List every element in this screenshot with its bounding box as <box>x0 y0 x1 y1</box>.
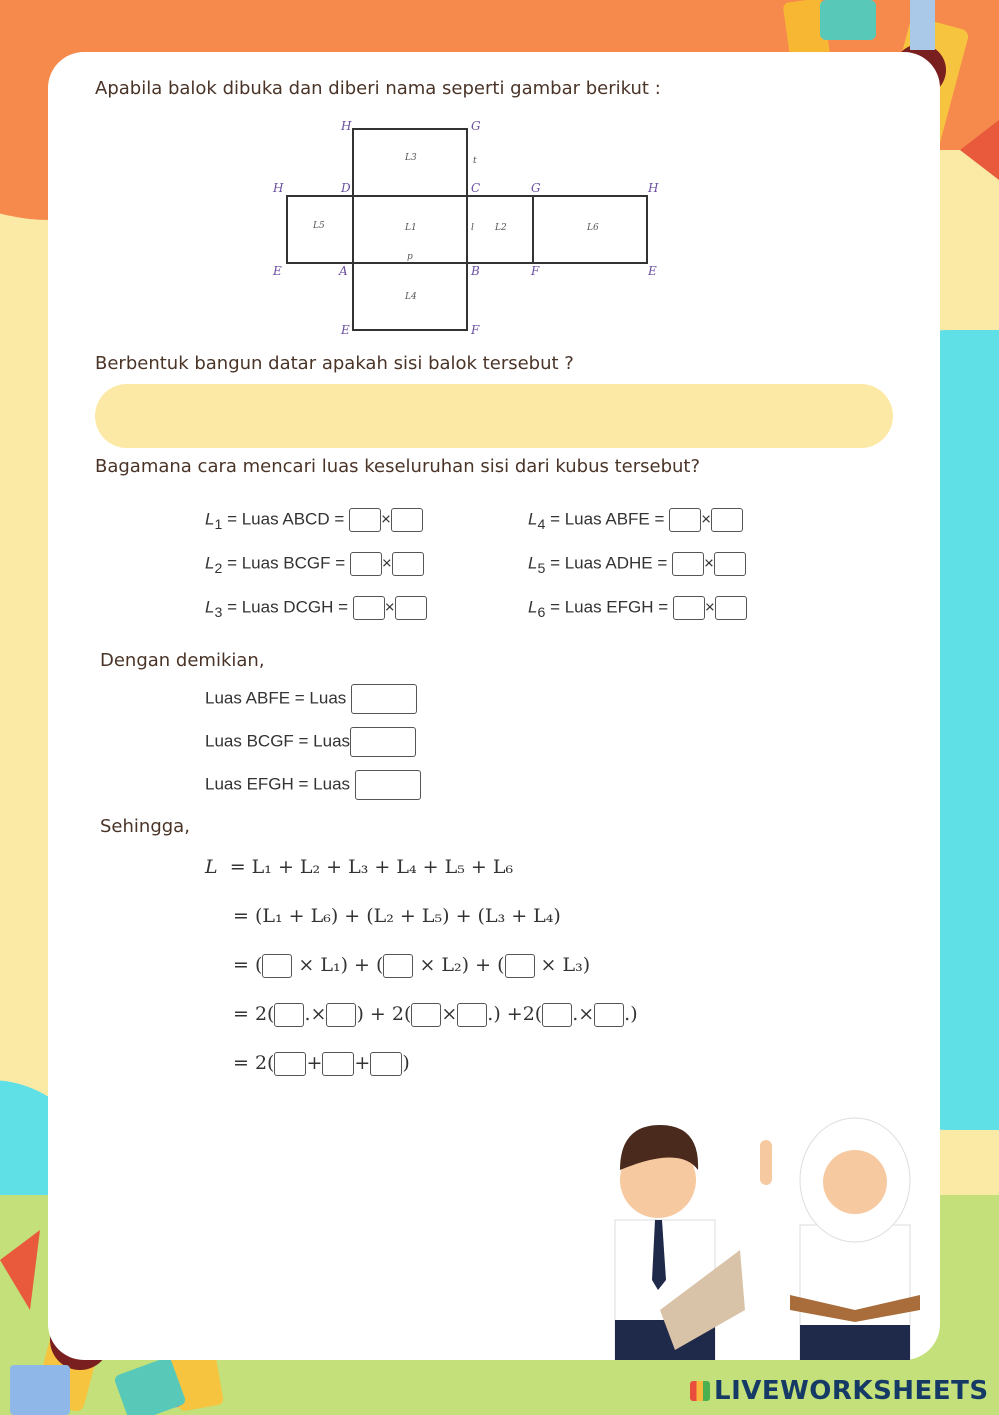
vertex-label: H <box>648 181 659 195</box>
total-area-line3: = ( × L₁) + ( × L₂) + ( × L₃) <box>233 954 591 976</box>
face-label: L1 <box>405 223 417 233</box>
answer-box[interactable] <box>714 552 746 576</box>
formula-row: $L_4$ = Luas ABFE = × <box>528 508 743 533</box>
answer-box[interactable] <box>326 1003 356 1027</box>
face-label: L2 <box>495 223 507 233</box>
vertex-label: A <box>339 264 348 278</box>
answer-input-shape[interactable] <box>95 384 893 448</box>
answer-box[interactable] <box>673 596 705 620</box>
answer-box[interactable] <box>349 508 381 532</box>
formula-row: $L_2$ = Luas BCGF = × <box>205 552 424 577</box>
vertex-label: E <box>273 264 282 278</box>
answer-box[interactable] <box>542 1003 572 1027</box>
total-area-line5: = 2( + + ) <box>233 1052 410 1074</box>
edge-label: l <box>471 223 474 233</box>
formula-row: $L_3$ = Luas DCGH = × <box>205 596 427 621</box>
answer-box[interactable] <box>391 508 423 532</box>
answer-box[interactable] <box>370 1052 402 1076</box>
answer-box[interactable] <box>350 727 416 757</box>
face-label: L6 <box>587 223 599 233</box>
answer-box[interactable] <box>711 508 743 532</box>
vertex-label: D <box>341 181 351 195</box>
answer-box[interactable] <box>274 1003 304 1027</box>
vertex-label: B <box>471 264 480 278</box>
answer-box[interactable] <box>411 1003 441 1027</box>
vertex-label: E <box>341 323 350 337</box>
answer-box[interactable] <box>383 954 413 978</box>
answer-box[interactable] <box>395 596 427 620</box>
vertex-label: G <box>471 119 481 133</box>
vertex-label: C <box>471 181 481 195</box>
vertex-label: G <box>531 181 541 195</box>
liveworksheets-logo: LIVEWORKSHEETS <box>690 1376 989 1406</box>
face-label: L5 <box>313 221 325 231</box>
equivalence-row: Luas EFGH = Luas <box>205 770 421 800</box>
intro-text: Apabila balok dibuka dan diberi nama seperti gambar berikut : <box>95 78 661 99</box>
equivalence-row: Luas ABFE = Luas <box>205 684 417 714</box>
equivalence-row: Luas BCGF = Luas <box>205 727 416 757</box>
sehingga-heading: Sehingga, <box>100 816 190 837</box>
total-area-line1: L = L₁ + L₂ + L₃ + L₄ + L₅ + L₆ <box>205 856 514 878</box>
total-area-line4: = 2( .× ) + 2( × .) +2( .× .) <box>233 1003 638 1025</box>
answer-box[interactable] <box>274 1052 306 1076</box>
answer-box[interactable] <box>715 596 747 620</box>
answer-box[interactable] <box>262 954 292 978</box>
face-label: L3 <box>405 153 417 163</box>
answer-box[interactable] <box>669 508 701 532</box>
answer-box[interactable] <box>350 552 382 576</box>
face-label: L4 <box>405 292 417 302</box>
answer-box[interactable] <box>392 552 424 576</box>
vertex-label: H <box>341 119 352 133</box>
formula-row: $L_5$ = Luas ADHE = × <box>528 552 746 577</box>
edge-label: p <box>407 252 413 262</box>
answer-box[interactable] <box>351 684 417 714</box>
answer-box[interactable] <box>505 954 535 978</box>
answer-box[interactable] <box>353 596 385 620</box>
cuboid-net-diagram <box>265 115 685 345</box>
liveworksheets-logo-icon <box>690 1381 710 1401</box>
total-area-line2: = (L₁ + L₆) + (L₂ + L₅) + (L₃ + L₄) <box>233 905 561 927</box>
answer-box[interactable] <box>355 770 421 800</box>
vertex-label: E <box>648 264 657 278</box>
question-area: Bagamana cara mencari luas keseluruhan sisi dari kubus tersebut? <box>95 456 701 477</box>
answer-box[interactable] <box>457 1003 487 1027</box>
answer-box[interactable] <box>322 1052 354 1076</box>
answer-box[interactable] <box>672 552 704 576</box>
vertex-label: F <box>471 323 480 337</box>
students-illustration <box>600 1110 940 1360</box>
formula-row: $L_1$ = Luas ABCD = × <box>205 508 423 533</box>
vertex-label: H <box>273 181 284 195</box>
question-shape: Berbentuk bangun datar apakah sisi balok tersebut ? <box>95 353 574 374</box>
edge-label: t <box>473 156 477 166</box>
formula-row: $L_6$ = Luas EFGH = × <box>528 596 747 621</box>
vertex-label: F <box>531 264 540 278</box>
dengan-demikian-heading: Dengan demikian, <box>100 650 265 671</box>
answer-box[interactable] <box>594 1003 624 1027</box>
